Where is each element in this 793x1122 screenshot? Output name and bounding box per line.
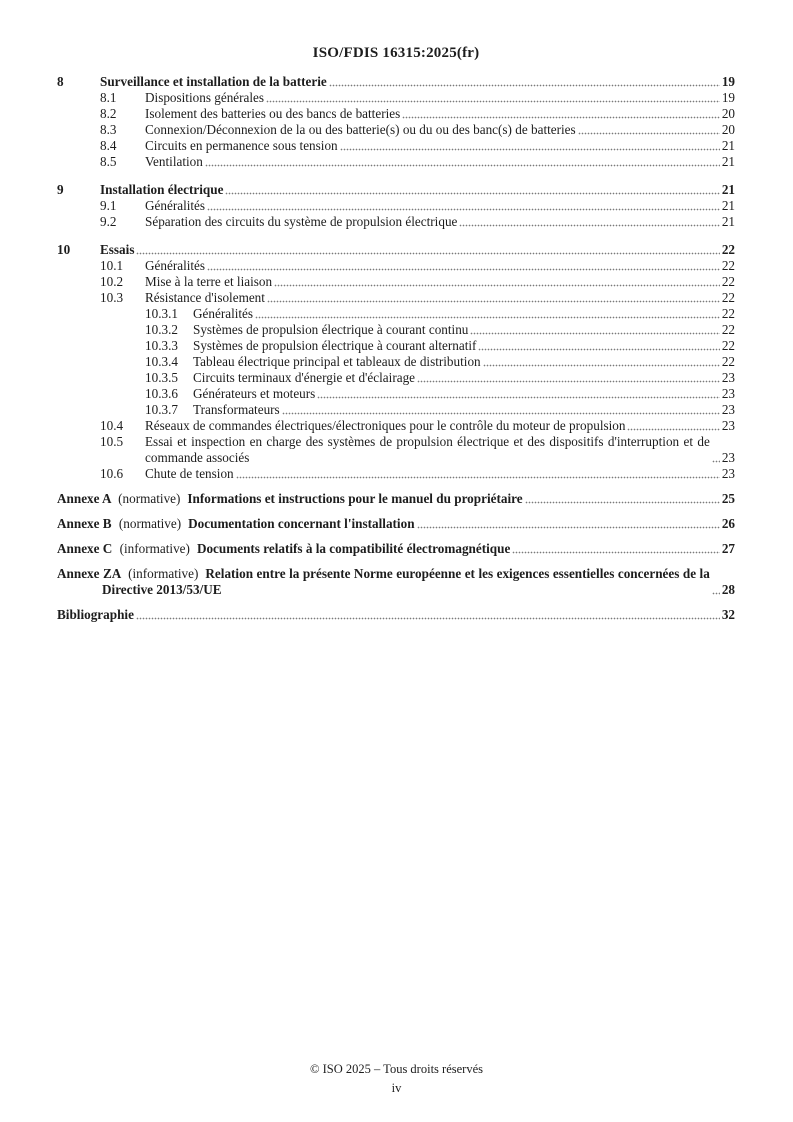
toc-leader-dots xyxy=(402,106,720,122)
toc-leader-dots xyxy=(225,182,719,198)
toc-annex-entry[interactable] xyxy=(57,516,735,532)
annex-title: Documentation concernant l'installation xyxy=(188,516,415,531)
toc-entry-title: Séparation des circuits du système de propulsion électrique xyxy=(145,214,458,229)
toc-leader-dots xyxy=(525,491,720,507)
toc-entry-page: 23 xyxy=(721,386,735,401)
toc-leader-dots xyxy=(205,154,720,170)
toc-entry-page: 22 xyxy=(721,338,735,353)
toc-entry-title: Installation électrique xyxy=(100,182,224,197)
toc-annex-entry[interactable] xyxy=(57,541,735,557)
toc-leader-dots xyxy=(417,516,720,532)
toc-entry-page: 23 xyxy=(721,402,735,417)
toc-leader-dots xyxy=(329,74,720,90)
toc-entry-page: 27 xyxy=(721,541,735,556)
toc-annex-text xyxy=(57,541,510,557)
toc-leader-dots xyxy=(459,214,719,230)
toc-entry-page: 21 xyxy=(721,198,735,213)
toc-entry-number: 8.4 xyxy=(100,138,117,153)
toc-section-entry[interactable] xyxy=(57,122,735,138)
toc-leader-dots xyxy=(478,338,719,354)
toc-annex-text xyxy=(57,516,415,532)
toc-entry-number: 8.1 xyxy=(100,90,117,105)
table-of-contents xyxy=(57,74,735,623)
toc-entry-page: 22 xyxy=(721,354,735,369)
toc-entry-number: 8.3 xyxy=(100,122,117,137)
toc-entry-page: 22 xyxy=(721,290,735,305)
toc-entry-number: 10.3.2 xyxy=(145,322,178,337)
toc-entry-number: 9.1 xyxy=(100,198,117,213)
toc-entry-page: 23 xyxy=(721,370,735,385)
annex-qualifier: (informative) xyxy=(128,566,199,581)
toc-leader-dots xyxy=(207,258,720,274)
bibliography-title: Bibliographie xyxy=(57,607,134,622)
toc-entry-number: 10.3.7 xyxy=(145,402,178,417)
toc-entry-title: Circuits terminaux d'énergie et d'éclairage xyxy=(193,370,416,385)
toc-entry-number: 10.3 xyxy=(100,290,124,305)
toc-section-entry[interactable] xyxy=(57,242,735,258)
toc-entry-page: 22 xyxy=(721,322,735,337)
page-footer xyxy=(0,1060,793,1098)
toc-section-entry[interactable] xyxy=(57,418,735,434)
toc-entry-page: 20 xyxy=(721,106,735,121)
toc-entry-page: 21 xyxy=(721,214,735,229)
annex-title: Informations et instructions pour le manuel du propriétaire xyxy=(187,491,523,506)
toc-leader-dots xyxy=(267,290,720,306)
toc-entry-title: Générateurs et moteurs xyxy=(193,386,316,401)
toc-entry-page: 25 xyxy=(721,491,735,506)
toc-section-entry[interactable] xyxy=(57,322,735,338)
toc-entry-number: 10.3.5 xyxy=(145,370,178,385)
annex-title: Relation entre la présente Norme européenne et les exigences essentielles concernées de la Directive 2013/53/UE xyxy=(102,566,710,597)
toc-leader-dots xyxy=(627,418,719,434)
toc-leader-dots xyxy=(136,242,719,258)
toc-annex-text xyxy=(57,566,710,598)
toc-section-entry[interactable] xyxy=(57,354,735,370)
toc-entry-number: 10.6 xyxy=(100,466,124,481)
toc-leader-dots xyxy=(317,386,720,402)
toc-section-entry[interactable] xyxy=(57,386,735,402)
toc-section-entry[interactable] xyxy=(57,338,735,354)
annex-label: Annexe A xyxy=(57,491,111,506)
toc-entry-number: 10.2 xyxy=(100,274,124,289)
toc-leader-dots xyxy=(282,402,720,418)
toc-section-entry[interactable] xyxy=(57,154,735,170)
toc-entry-page: 23 xyxy=(721,418,735,433)
annex-qualifier: (normative) xyxy=(118,516,182,531)
toc-entry-number: 10.3.4 xyxy=(145,354,178,369)
toc-entry-title: Systèmes de propulsion électrique à courant continu xyxy=(193,322,469,337)
toc-section-entry[interactable] xyxy=(57,306,735,322)
toc-entry-number: 9.2 xyxy=(100,214,117,229)
toc-section-entry[interactable] xyxy=(57,106,735,122)
toc-leader-dots xyxy=(236,466,720,482)
toc-entry-number: 10.5 xyxy=(100,434,124,449)
toc-entry-page: 20 xyxy=(721,122,735,137)
toc-section-entry[interactable] xyxy=(57,434,735,466)
toc-entry-title: Isolement des batteries ou des bancs de batteries xyxy=(145,106,401,121)
toc-entry-page: 26 xyxy=(721,516,735,531)
toc-leader-dots xyxy=(578,122,720,138)
toc-entry-title: Ventilation xyxy=(145,154,203,169)
toc-section-entry[interactable] xyxy=(57,182,735,198)
toc-section-entry[interactable] xyxy=(57,138,735,154)
toc-entry-title: Généralités xyxy=(145,198,206,213)
toc-leader-dots xyxy=(712,566,720,598)
toc-leader-dots xyxy=(512,541,719,557)
toc-section-entry[interactable] xyxy=(57,274,735,290)
toc-entry-page: 21 xyxy=(721,182,735,197)
annex-qualifier: (normative) xyxy=(118,491,181,506)
toc-bibliography-entry[interactable] xyxy=(57,607,735,623)
toc-entry-page: 22 xyxy=(721,242,735,257)
toc-entry-page: 19 xyxy=(721,74,735,89)
toc-entry-page: 19 xyxy=(721,90,735,105)
toc-entry-number: 10 xyxy=(57,242,71,257)
toc-leader-dots xyxy=(274,274,720,290)
toc-entry-number: 8.5 xyxy=(100,154,117,169)
toc-leader-dots xyxy=(483,354,720,370)
toc-entry-title: Circuits en permanence sous tension xyxy=(145,138,338,153)
toc-entry-title: Généralités xyxy=(145,258,206,273)
annex-title: Documents relatifs à la compatibilité électromagnétique xyxy=(196,541,511,556)
toc-entry-title: Essais xyxy=(100,242,135,257)
toc-entry-page: 21 xyxy=(721,154,735,169)
toc-section-entry[interactable] xyxy=(57,402,735,418)
toc-entry-title: Résistance d'isolement xyxy=(145,290,265,305)
page-header-title: ISO/FDIS 16315:2025(fr) xyxy=(312,45,480,61)
toc-entry-page: 28 xyxy=(721,582,735,597)
toc-entry-page: 22 xyxy=(721,306,735,321)
toc-entry-title: Systèmes de propulsion électrique à courant alternatif xyxy=(193,338,477,353)
toc-annex-entry[interactable] xyxy=(57,566,735,598)
toc-entry-number: 10.3.6 xyxy=(145,386,178,401)
annex-label: Annexe B xyxy=(57,516,112,531)
toc-entry-number: 10.3.3 xyxy=(145,338,178,353)
toc-entry-title: Connexion/Déconnexion de la ou des batterie(s) ou du ou des banc(s) de batteries xyxy=(145,122,576,137)
toc-leader-dots xyxy=(255,306,720,322)
toc-leader-dots xyxy=(340,138,720,154)
toc-section-entry[interactable] xyxy=(57,290,735,306)
toc-section-entry[interactable] xyxy=(57,370,735,386)
footer-page-number: iv xyxy=(391,1081,402,1095)
toc-entry-title: Mise à la terre et liaison xyxy=(145,274,273,289)
toc-entry-page: 22 xyxy=(721,274,735,289)
toc-entry-number: 9 xyxy=(57,182,64,197)
toc-annex-text xyxy=(57,491,523,507)
toc-entry-title: Tableau électrique principal et tableaux de distribution xyxy=(193,354,481,369)
toc-entry-number: 8 xyxy=(57,74,64,89)
toc-entry-number: 8.2 xyxy=(100,106,117,121)
toc-entry-number: 10.3.1 xyxy=(145,306,178,321)
annex-qualifier: (informative) xyxy=(119,541,190,556)
toc-entry-title: Chute de tension xyxy=(145,466,234,481)
toc-entry-title: Généralités xyxy=(193,306,254,321)
toc-section-entry[interactable] xyxy=(57,74,735,90)
toc-entry-title: Surveillance et installation de la batterie xyxy=(100,74,327,89)
toc-entry-page: 21 xyxy=(721,138,735,153)
toc-entry-title: Dispositions générales xyxy=(145,90,265,105)
toc-section-entry[interactable] xyxy=(57,90,735,106)
toc-leader-dots xyxy=(712,434,720,466)
toc-leader-dots xyxy=(470,322,719,338)
annex-label: Annexe ZA xyxy=(57,566,121,581)
toc-entry-page: 23 xyxy=(721,466,735,481)
toc-entry-title: Transformateurs xyxy=(193,402,280,417)
toc-leader-dots xyxy=(266,90,720,106)
toc-entry-number: 10.4 xyxy=(100,418,124,433)
toc-entry-page: 32 xyxy=(721,607,735,622)
toc-entry-number: 10.1 xyxy=(100,258,124,273)
toc-leader-dots xyxy=(136,607,720,623)
footer-copyright: © ISO 2025 – Tous droits réservés xyxy=(310,1062,483,1076)
toc-leader-dots xyxy=(207,198,720,214)
toc-section-entry[interactable] xyxy=(57,214,735,230)
toc-annex-entry[interactable] xyxy=(57,491,735,507)
toc-section-entry[interactable] xyxy=(57,258,735,274)
toc-entry-title: Essai et inspection en charge des systèmes de propulsion électrique et des dispositifs d'interruption et de commande associés xyxy=(145,434,710,465)
annex-label: Annexe C xyxy=(57,541,113,556)
toc-entry-page: 23 xyxy=(721,450,735,465)
toc-entry-title: Réseaux de commandes électriques/électroniques pour le contrôle du moteur de propulsion xyxy=(145,418,626,433)
toc-section-entry[interactable] xyxy=(57,466,735,482)
toc-section-entry[interactable] xyxy=(57,198,735,214)
toc-leader-dots xyxy=(417,370,720,386)
toc-entry-page: 22 xyxy=(721,258,735,273)
